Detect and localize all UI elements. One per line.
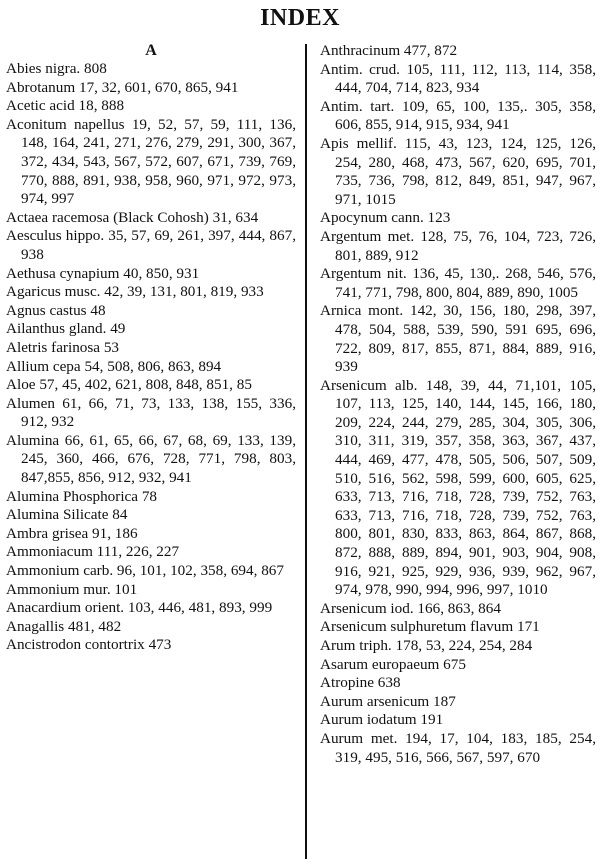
- index-entry: Actaea racemosa (Black Cohosh) 31, 634: [6, 208, 259, 226]
- index-entry: Asarum europaeum 675: [320, 655, 466, 673]
- index-entry: Ammonium carb. 96, 101, 102, 358, 694, 867: [6, 562, 284, 580]
- index-entry: Agaricus musc. 42, 39, 131, 801, 819, 933: [6, 283, 264, 301]
- index-entry: Aloe 57, 45, 402, 621, 808, 848, 851, 85: [6, 376, 252, 394]
- index-entry: Arnica mont. 142, 30, 156, 180, 298, 397, 478, 504, 588, 539, 590, 591 695, 696, 722, 809, 817, 855, 871, 884, 889, 916, 939: [320, 302, 596, 376]
- index-entry: Arsenicum sulphuretum flavum 171: [320, 618, 540, 636]
- index-entry: Argentum nit. 136, 45, 130,. 268, 546, 576, 741, 771, 798, 800, 804, 889, 890, 1005: [320, 265, 596, 301]
- right-column: [320, 42, 596, 767]
- index-entry: Aletris farinosa 53: [6, 338, 120, 356]
- index-entry: Argentum met. 128, 75, 76, 104, 723, 726, 801, 889, 912: [320, 227, 596, 264]
- column-divider: [305, 44, 307, 859]
- index-entry: Arsenicum alb. 148, 39, 44, 71,101, 105, 107, 113, 125, 140, 144, 145, 166, 180, 209, 224, 244, 279, 285, 304, 305, 306, 310, 311, 319, 357, 358, 363, 367, 437, 444, 469, 477, 478, 505, 506, 507, 509, 510, 516, 562, 598, 599, 600, 605, 625, 633, 713, 716, 718, 728, 739, 752, 763, 633, 713, 716, 718, 728, 739, 752, 763, 800, 801, 830, 833, 863, 864, 867, 868, 872, 888, 889, 894, 901, 903, 904, 908, 916, 921, 925, 929, 936, 939, 962, 967, 974, 978, 990, 994, 996, 997, 1010: [320, 376, 596, 599]
- index-entry: Ammonium mur. 101: [6, 580, 138, 598]
- page-title: INDEX: [260, 5, 340, 31]
- index-entry: Aconitum napellus 19, 52, 57, 59, 111, 136, 148, 164, 241, 271, 276, 279, 291, 300, 367, 372, 434, 543, 567, 572, 607, 671, 739, 769, 770, 888, 891, 938, 958, 960, 971, 972, 973, 974, 997: [6, 115, 296, 208]
- index-entry: Arum triph. 178, 53, 224, 254, 284: [320, 637, 533, 654]
- index-entry: Ambra grisea 91, 186: [6, 524, 138, 542]
- index-entry: Aurum iodatum 191: [320, 711, 444, 729]
- index-entry: Ancistrodon contortrix 473: [6, 636, 172, 654]
- index-entry: Alumina Phosphorica 78: [6, 487, 158, 505]
- index-entry: Allium cepa 54, 508, 806, 863, 894: [6, 357, 222, 375]
- left-column: [6, 42, 296, 655]
- index-entry: Abies nigra. 808: [6, 60, 107, 77]
- index-entry: Atropine 638: [320, 674, 401, 692]
- index-entry: Aesculus hippo. 35, 57, 69, 261, 397, 444, 867, 938: [6, 227, 296, 263]
- index-entry: Ailanthus gland. 49: [6, 320, 126, 338]
- index-entry: Alumen 61, 66, 71, 73, 133, 138, 155, 336, 912, 932: [6, 394, 296, 431]
- index-entry: Aethusa cynapium 40, 850, 931: [6, 264, 200, 282]
- index-entry: Anthracinum 477, 872: [320, 42, 458, 59]
- section-letter: A: [145, 42, 157, 59]
- index-entry: Abrotanum 17, 32, 601, 670, 865, 941: [6, 78, 239, 96]
- index-entry: Anacardium orient. 103, 446, 481, 893, 999: [6, 599, 273, 617]
- index-entry: Aurum met. 194, 17, 104, 183, 185, 254, 319, 495, 516, 566, 567, 597, 670: [320, 729, 596, 766]
- index-entry: Anagallis 481, 482: [6, 617, 122, 635]
- index-entry: Antim. crud. 105, 111, 112, 113, 114, 358, 444, 704, 714, 823, 934: [320, 60, 596, 97]
- index-entry: Antim. tart. 109, 65, 100, 135,. 305, 358, 606, 855, 914, 915, 934, 941: [320, 97, 596, 134]
- index-entry: Alumina Silicate 84: [6, 506, 128, 524]
- index-entry: Apocynum cann. 123: [320, 209, 451, 227]
- index-entry: Agnus castus 48: [6, 301, 106, 319]
- index-entry: Arsenicum iod. 166, 863, 864: [320, 599, 501, 617]
- index-entry: Aurum arsenicum 187: [320, 692, 456, 710]
- index-entry: Apis mellif. 115, 43, 123, 124, 125, 126, 254, 280, 468, 473, 567, 620, 695, 701, 735, 736, 798, 812, 849, 851, 947, 967, 971, 1015: [320, 134, 596, 208]
- index-entry: Acetic acid 18, 888: [6, 97, 125, 115]
- index-entry: Alumina 66, 61, 65, 66, 67, 68, 69, 133, 139, 245, 360, 466, 676, 728, 771, 798, 803, 847,855, 856, 912, 932, 941: [6, 431, 296, 487]
- index-entry: Ammoniacum 111, 226, 227: [6, 543, 180, 561]
